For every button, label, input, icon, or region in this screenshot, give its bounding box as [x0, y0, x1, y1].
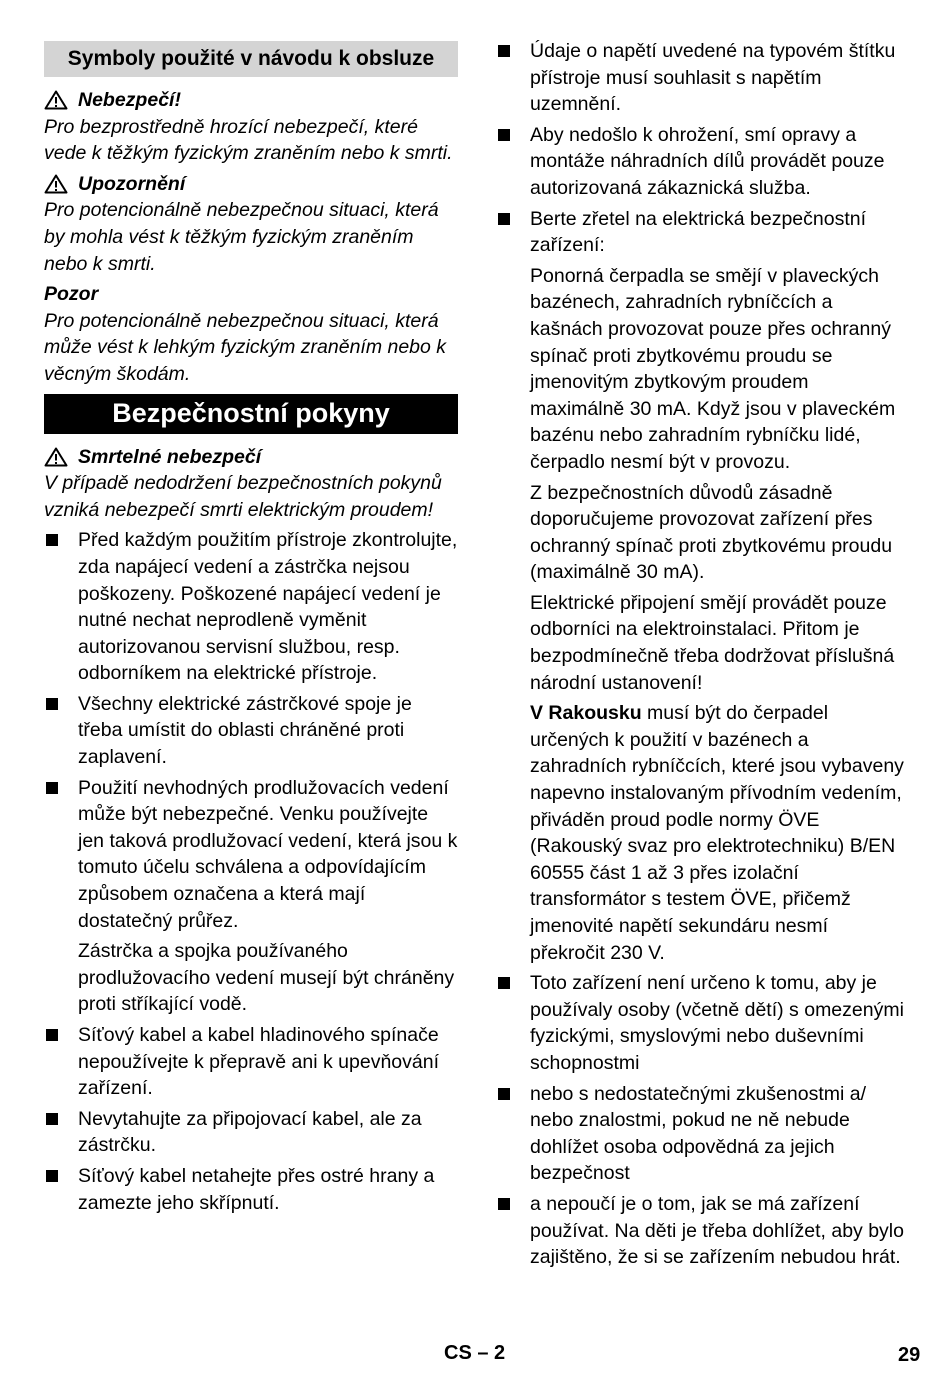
list-item-text: Toto zařízení není určeno k tomu, aby je používaly osoby (včetně dětí) s omezenými fyzickými, smyslovými nebo duševními schopnostmi: [530, 972, 904, 1074]
bullet-square-icon: [46, 534, 58, 546]
list-item: [496, 1191, 908, 1271]
right-bullet-list: [496, 38, 908, 1271]
list-item-text: Aby nedošlo k ohrožení, smí opravy a montáže náhradních dílů provádět pouze autorizovaná zákaznická služba.: [530, 123, 885, 199]
list-item: [44, 775, 458, 1018]
list-item: [44, 1163, 458, 1216]
warning-triangle-icon: [44, 90, 68, 110]
list-item: [496, 38, 908, 118]
list-item: [496, 206, 908, 967]
list-item-text: a nepoučí je o tom, jak se má zařízení používat. Na děti je třeba dohlížet, aby bylo zajištěno, že si se zařízením nebudou hrát.: [530, 1192, 904, 1269]
austria-lead: V Rakousku: [530, 702, 642, 725]
list-item-text: [530, 700, 908, 966]
warning-triangle-icon: [44, 447, 68, 467]
warning-title: Upozornění: [78, 172, 186, 195]
list-item-text: Berte zřetel na elektrická bezpečnostní zařízení:: [530, 207, 867, 257]
left-bullet-list: [44, 527, 458, 1216]
danger-title-row: [44, 87, 458, 114]
bullet-square-icon: [46, 1170, 58, 1182]
bullet-square-icon: [46, 782, 58, 794]
list-item-text: Síťový kabel a kabel hladinového spínače nepoužívejte k přepravě ani k upevňování zařízení.: [78, 1024, 439, 1100]
list-item-text: Ponorná čerpadla se smějí v plaveckých bazénech, zahradních rybníčcích a kašnách provozovat pouze přes ochranný spínač proti zbytkovému proudu se jmenovitým zbytkovým proudem maximálně 30 mA. Když jsou v plaveckém bazénu nebo zahradním rybníčku lidé, čerpadlo nesmí být v provozu.: [530, 264, 896, 473]
list-item: [496, 970, 908, 1076]
warning-text: Pro potencionálně nebezpečnou situaci, která by mohla vést k těžkým fyzickým zraněním nebo k smrti.: [44, 199, 439, 275]
list-item: [44, 527, 458, 687]
list-item: [44, 1022, 458, 1102]
footer-section-code: CS – 2: [444, 1342, 506, 1364]
left-column: [44, 38, 458, 1220]
list-item-text: nebo s nedostatečnými zkušenostmi a/ nebo znalostmi, pokud ne ně nebude dohlížet osoba odpovědná za jejich bezpečnost: [530, 1082, 867, 1185]
list-item-text: Síťový kabel netahejte přes ostré hrany a zamezte jeho skřípnutí.: [78, 1164, 435, 1214]
danger-text: Pro bezprostředně hrozící nebezpečí, které vede k těžkým fyzickým zraněním nebo k smrti.: [44, 115, 453, 165]
caution-title: Pozor: [44, 283, 99, 306]
bullet-square-icon: [498, 1198, 510, 1210]
bullet-square-icon: [498, 129, 510, 141]
list-item: [44, 691, 458, 771]
list-item: [44, 1106, 458, 1159]
safety-heading: Bezpečnostní pokyny: [44, 394, 458, 434]
bullet-square-icon: [46, 1029, 58, 1041]
list-item-text: Z bezpečnostních důvodů zásadně doporučujeme provozovat zařízení přes ochranný spínač proti zbytkovému proudu (maximálně 30 mA).: [530, 481, 893, 584]
warning-triangle-icon: [44, 174, 68, 194]
bullet-square-icon: [46, 1113, 58, 1125]
list-item-text: Elektrické připojení smějí provádět pouze odborníci na elektroinstalaci. Přitom je bezpodmínečně třeba dodržovat příslušná národní ustanovení!: [530, 591, 895, 694]
bullet-square-icon: [498, 1088, 510, 1100]
mortal-text: V případě nedodržení bezpečnostních pokynů vzniká nebezpečí smrti elektrickým proudem!: [44, 472, 442, 521]
bullet-square-icon: [46, 698, 58, 710]
symbols-heading: Symboly použité v návodu k obsluze: [44, 41, 458, 77]
danger-title: Nebezpečí!: [78, 89, 181, 111]
caution-text: Pro potencionálně nebezpečnou situaci, která může vést k lehkým fyzickým zraněním nebo k věcným škodám.: [44, 309, 447, 385]
list-item-text: Nevytahujte za připojovací kabel, ale za zástrčku.: [78, 1107, 422, 1157]
bullet-square-icon: [498, 45, 510, 57]
list-item-text: Všechny elektrické zástrčkové spoje je třeba umístit do oblasti chráněné proti zaplavení.: [78, 692, 412, 769]
bullet-square-icon: [498, 977, 510, 989]
warning-title-row: [44, 171, 458, 198]
list-item-text: Před každým použitím přístroje zkontrolujte, zda napájecí vedení a zástrčka nejsou poškozeny. Poškozené napájecí vedení je nutné nechat neprodleně vyměnit autorizovanou servisní službou, resp. odborníkem na elektrické přístroje.: [78, 529, 458, 685]
austria-text: musí být do čerpadel určených k použití v bazénech a zahradních rybníčcích, které jsou vybaveny napevno instalovaným přívodním vedením, přiváděn proud podle normy ÖVE (Rakouský svaz pro elektrotechniku) B/EN 60555 část 1 až 3 přes izolační transformátor s testem ÖVE, přičemž jmenovité napětí sekundáru nesmí překročit 230 V.: [530, 702, 904, 964]
page-number: 29: [898, 1344, 921, 1366]
right-column: [496, 38, 908, 1275]
mortal-title: Smrtelné nebezpečí: [78, 445, 262, 468]
list-item: [496, 122, 908, 202]
list-item-text: Použití nevhodných prodlužovacích vedení může být nebezpečné. Venku používejte jen taková prodlužovací vedení, která jsou k tomuto účelu schválena a odpovídajícím způsobem označena a která mají dostatečný průřez.: [78, 776, 458, 932]
list-item: [496, 1081, 908, 1187]
bullet-square-icon: [498, 213, 510, 225]
list-item-text: Zástrčka a spojka používaného prodlužovacího vedení musejí být chráněny proti stříkající vodě.: [78, 940, 455, 1016]
list-item-text: Údaje o napětí uvedené na typovém štítku přístroje musí souhlasit s napětím uzemnění.: [530, 40, 896, 116]
mortal-title-row: [44, 444, 458, 471]
